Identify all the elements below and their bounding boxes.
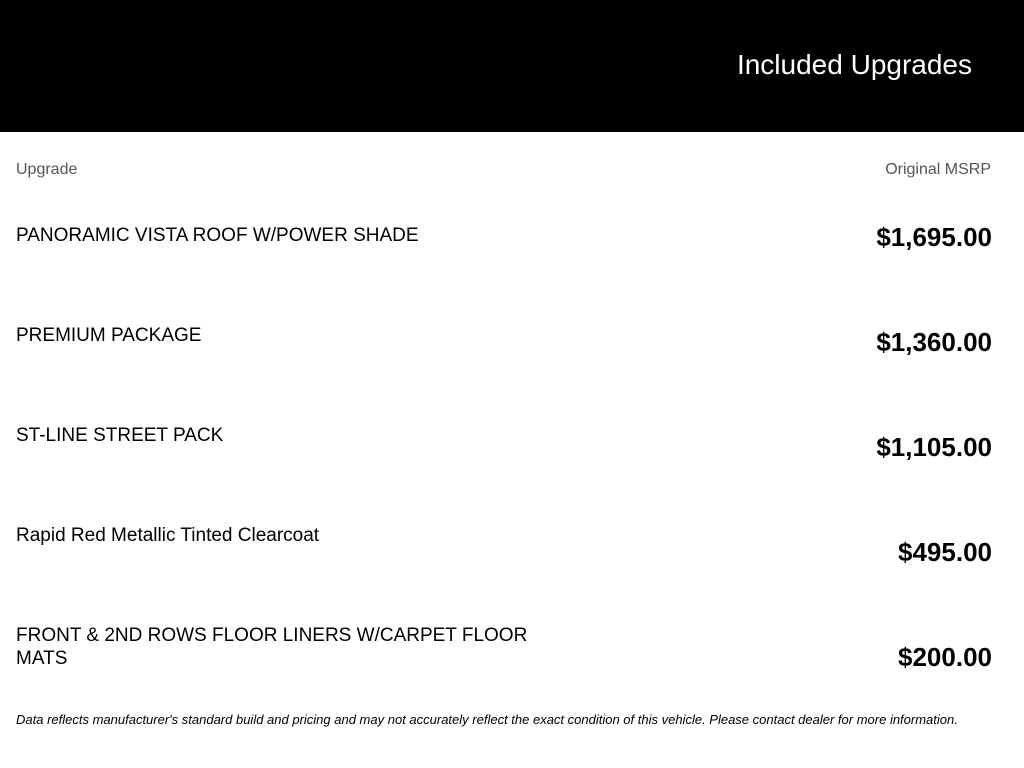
upgrade-row bbox=[16, 222, 992, 322]
upgrade-price: $1,105.00 bbox=[876, 432, 992, 462]
upgrade-name: Rapid Red Metallic Tinted Clearcoat bbox=[16, 525, 320, 546]
upgrade-name: PANORAMIC VISTA ROOF W/POWER SHADE bbox=[16, 225, 419, 246]
column-header-msrp: Original MSRP bbox=[885, 161, 991, 178]
header-bar bbox=[0, 0, 1024, 132]
upgrade-price: $200.00 bbox=[898, 642, 992, 672]
upgrade-row bbox=[16, 422, 992, 522]
upgrade-row bbox=[16, 622, 992, 722]
upgrade-row bbox=[16, 322, 992, 422]
upgrade-price: $495.00 bbox=[898, 537, 992, 567]
disclaimer-text: Data reflects manufacturer's standard build and pricing and may not accurately reflect the exact condition of this vehicle. Please contact dealer for more information. bbox=[16, 712, 958, 727]
column-header-upgrade: Upgrade bbox=[16, 161, 78, 178]
upgrade-price: $1,695.00 bbox=[876, 222, 992, 252]
upgrade-name: PREMIUM PACKAGE bbox=[16, 325, 202, 346]
page-title: Included Upgrades bbox=[736, 49, 972, 80]
upgrade-name: ST-LINE STREET PACK bbox=[16, 425, 224, 446]
upgrades-list bbox=[16, 222, 992, 722]
upgrade-name: FRONT & 2ND ROWS FLOOR LINERS W/CARPET FLOOR MATS bbox=[16, 625, 528, 669]
upgrade-row bbox=[16, 522, 992, 622]
upgrade-price: $1,360.00 bbox=[876, 327, 992, 357]
column-headers bbox=[16, 160, 991, 180]
